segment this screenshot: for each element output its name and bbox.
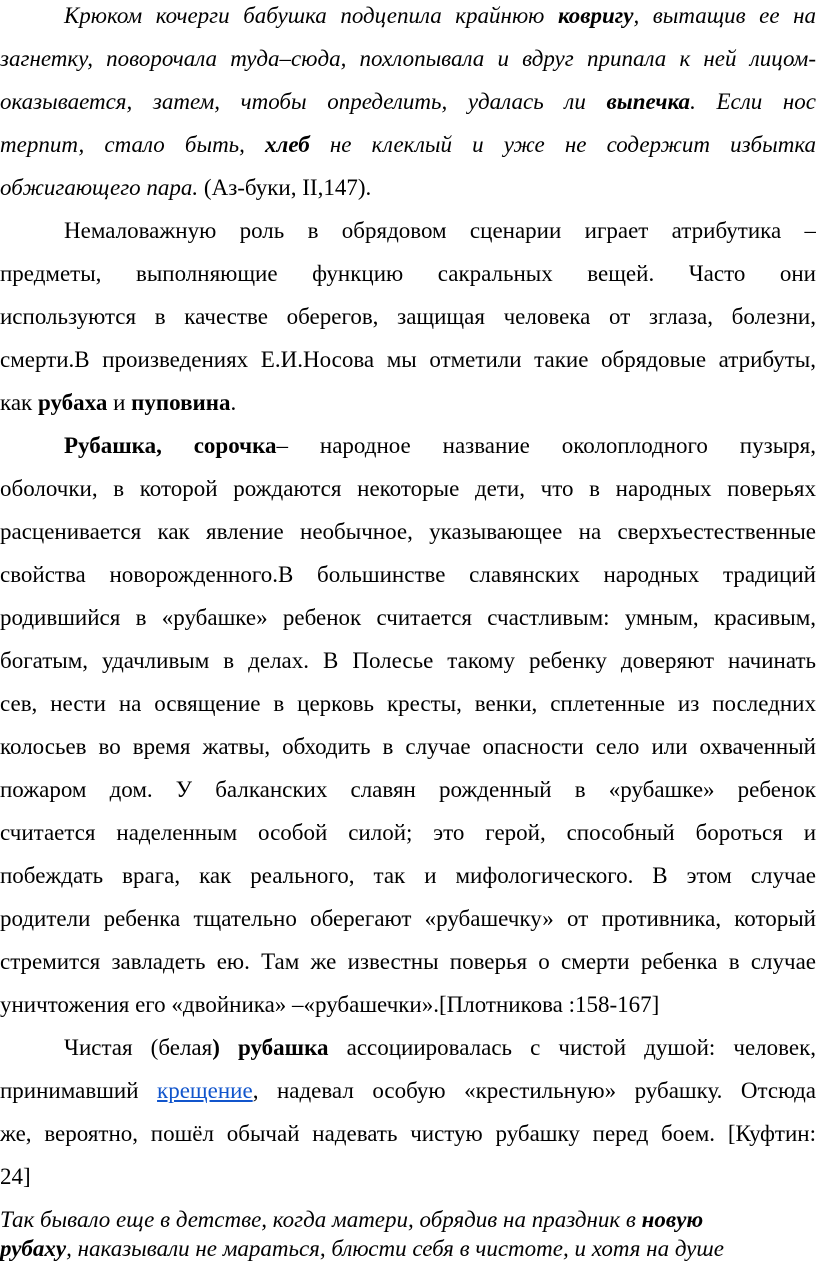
text: оболочки, в которой рождаются некоторые дети, что в народных поверьях <box>0 476 816 501</box>
text: – народное название околоплодного пузыря, <box>276 433 816 458</box>
text: свойства новорожденного.В большинстве славянских народных традиций <box>0 562 816 587</box>
bold-term-rubakhu: рубаху <box>0 1236 67 1261</box>
bold-term-rubashka-sorochka: Рубашка, сорочка <box>64 433 277 458</box>
p5-line-2 <box>0 1234 816 1264</box>
kreshchenie-link[interactable]: крещение <box>157 1078 253 1103</box>
p3-line-5 <box>0 603 816 633</box>
bold-term-vypechka: выпечка <box>606 89 691 114</box>
text: как <box>0 390 38 415</box>
p3-line-12 <box>0 904 816 934</box>
text: , наказывали не мараться, блюсти себя в чистоте, и хотя на душе <box>66 1236 724 1261</box>
text: принимавший <box>0 1078 158 1103</box>
p3-line-6 <box>0 646 816 676</box>
p4-line-1 <box>0 1033 816 1063</box>
text: , надевал особую «крестильную» рубашку. Отсюда <box>252 1078 816 1103</box>
text: используются в качестве оберегов, защищая человека от зглаза, болезни, <box>0 304 816 329</box>
bold-term-pupovina: пуповина <box>131 390 231 415</box>
p3-line-13 <box>0 947 816 977</box>
text: сев, нести на освящение в церковь кресты, венки, сплетенные из последних <box>0 691 816 716</box>
p3-line-10 <box>0 818 816 848</box>
p3-line-4 <box>0 560 816 590</box>
text: ассоциировалась с чистой душой: человек, <box>328 1035 816 1060</box>
bold-term-kovriga: ковригу <box>557 3 634 28</box>
p3-line-2 <box>0 474 816 504</box>
citation: (Аз-буки, II,147). <box>198 175 372 200</box>
quote-line-5 <box>0 173 816 203</box>
quote-line-3 <box>0 87 816 117</box>
p4-line-2 <box>0 1076 816 1106</box>
text: . <box>230 390 237 415</box>
text: расценивается как явление необычное, указывающее на сверхъестественные <box>0 519 816 544</box>
text: обжигающего пара. <box>0 175 199 200</box>
text: терпит, стало быть, <box>0 132 266 157</box>
text: . Если нос <box>690 89 816 114</box>
text: родители ребенка тщательно оберегают «рубашечку» от противника, который <box>0 906 816 931</box>
text: стремится завладеть ею. Там же известны поверья о смерти ребенка в случае <box>0 949 816 974</box>
p3-line-11 <box>0 861 816 891</box>
text: Крюком кочерги бабушка подцепила крайнюю <box>64 3 558 28</box>
bold-term-khleb: хлеб <box>265 132 310 157</box>
text: предметы, выполняющие функцию сакральных вещей. Часто они <box>0 261 816 286</box>
quote-line-4 <box>0 130 816 160</box>
p2-line-4 <box>0 345 816 375</box>
text: Чистая (белая <box>64 1035 213 1060</box>
text: уничтожения его «двойника» –«рубашечки».[Плотникова :158-167] <box>0 992 660 1017</box>
quote-line-1 <box>0 1 816 31</box>
text: смерти.В произведениях Е.И.Носова мы отметили такие обрядовые атрибуты, <box>0 347 816 372</box>
text: Так бывало еще в детстве, когда матери, обрядив на праздник в <box>0 1207 642 1232</box>
p4-line-3 <box>0 1119 816 1149</box>
text: оказывается, затем, чтобы определить, удалась ли <box>0 89 607 114</box>
text: считается наделенным особой силой; это герой, способный бороться и <box>0 820 816 845</box>
text: же, вероятно, пошёл обычай надевать чистую рубашку перед боем. [Куфтин: <box>0 1121 816 1146</box>
p3-line-7 <box>0 689 816 719</box>
text: родившийся в «рубашке» ребенок считается счастливым: умным, красивым, <box>0 605 816 630</box>
text: не клеклый и уже не содержит избытка <box>309 132 816 157</box>
p2-line-3 <box>0 302 816 332</box>
p2-line-1 <box>0 216 816 246</box>
p5-line-1 <box>0 1205 816 1235</box>
text: богатым, удачливым в делах. В Полесье такому ребенку доверяют начинать <box>0 648 816 673</box>
p4-line-4 <box>0 1162 816 1192</box>
p3-line-9 <box>0 775 816 805</box>
text: пожаром дом. У балканских славян рожденный в «рубашке» ребенок <box>0 777 816 802</box>
p2-line-2 <box>0 259 816 289</box>
text: колосьев во время жатвы, обходить в случае опасности село или охваченный <box>0 734 816 759</box>
p3-line-1 <box>0 431 816 461</box>
text: 24] <box>0 1164 31 1189</box>
text: загнетку, поворочала туда–сюда, похлопывала и вдруг припала к ней лицом- <box>0 46 816 71</box>
bold-term-rubakha: рубаха <box>37 390 108 415</box>
p3-line-8 <box>0 732 816 762</box>
bold-term-novuyu: новую <box>641 1207 704 1232</box>
p2-line-5 <box>0 388 816 418</box>
text: побеждать врага, как реального, так и мифологического. В этом случае <box>0 863 816 888</box>
p3-line-3 <box>0 517 816 547</box>
p3-line-14 <box>0 990 816 1020</box>
text: , вытащив ее на <box>633 3 816 28</box>
bold-term-rubashka: ) рубашка <box>212 1035 329 1060</box>
text: Немаловажную роль в обрядовом сценарии играет атрибутика – <box>64 218 816 243</box>
text: и <box>107 390 132 415</box>
quote-line-2 <box>0 44 816 74</box>
